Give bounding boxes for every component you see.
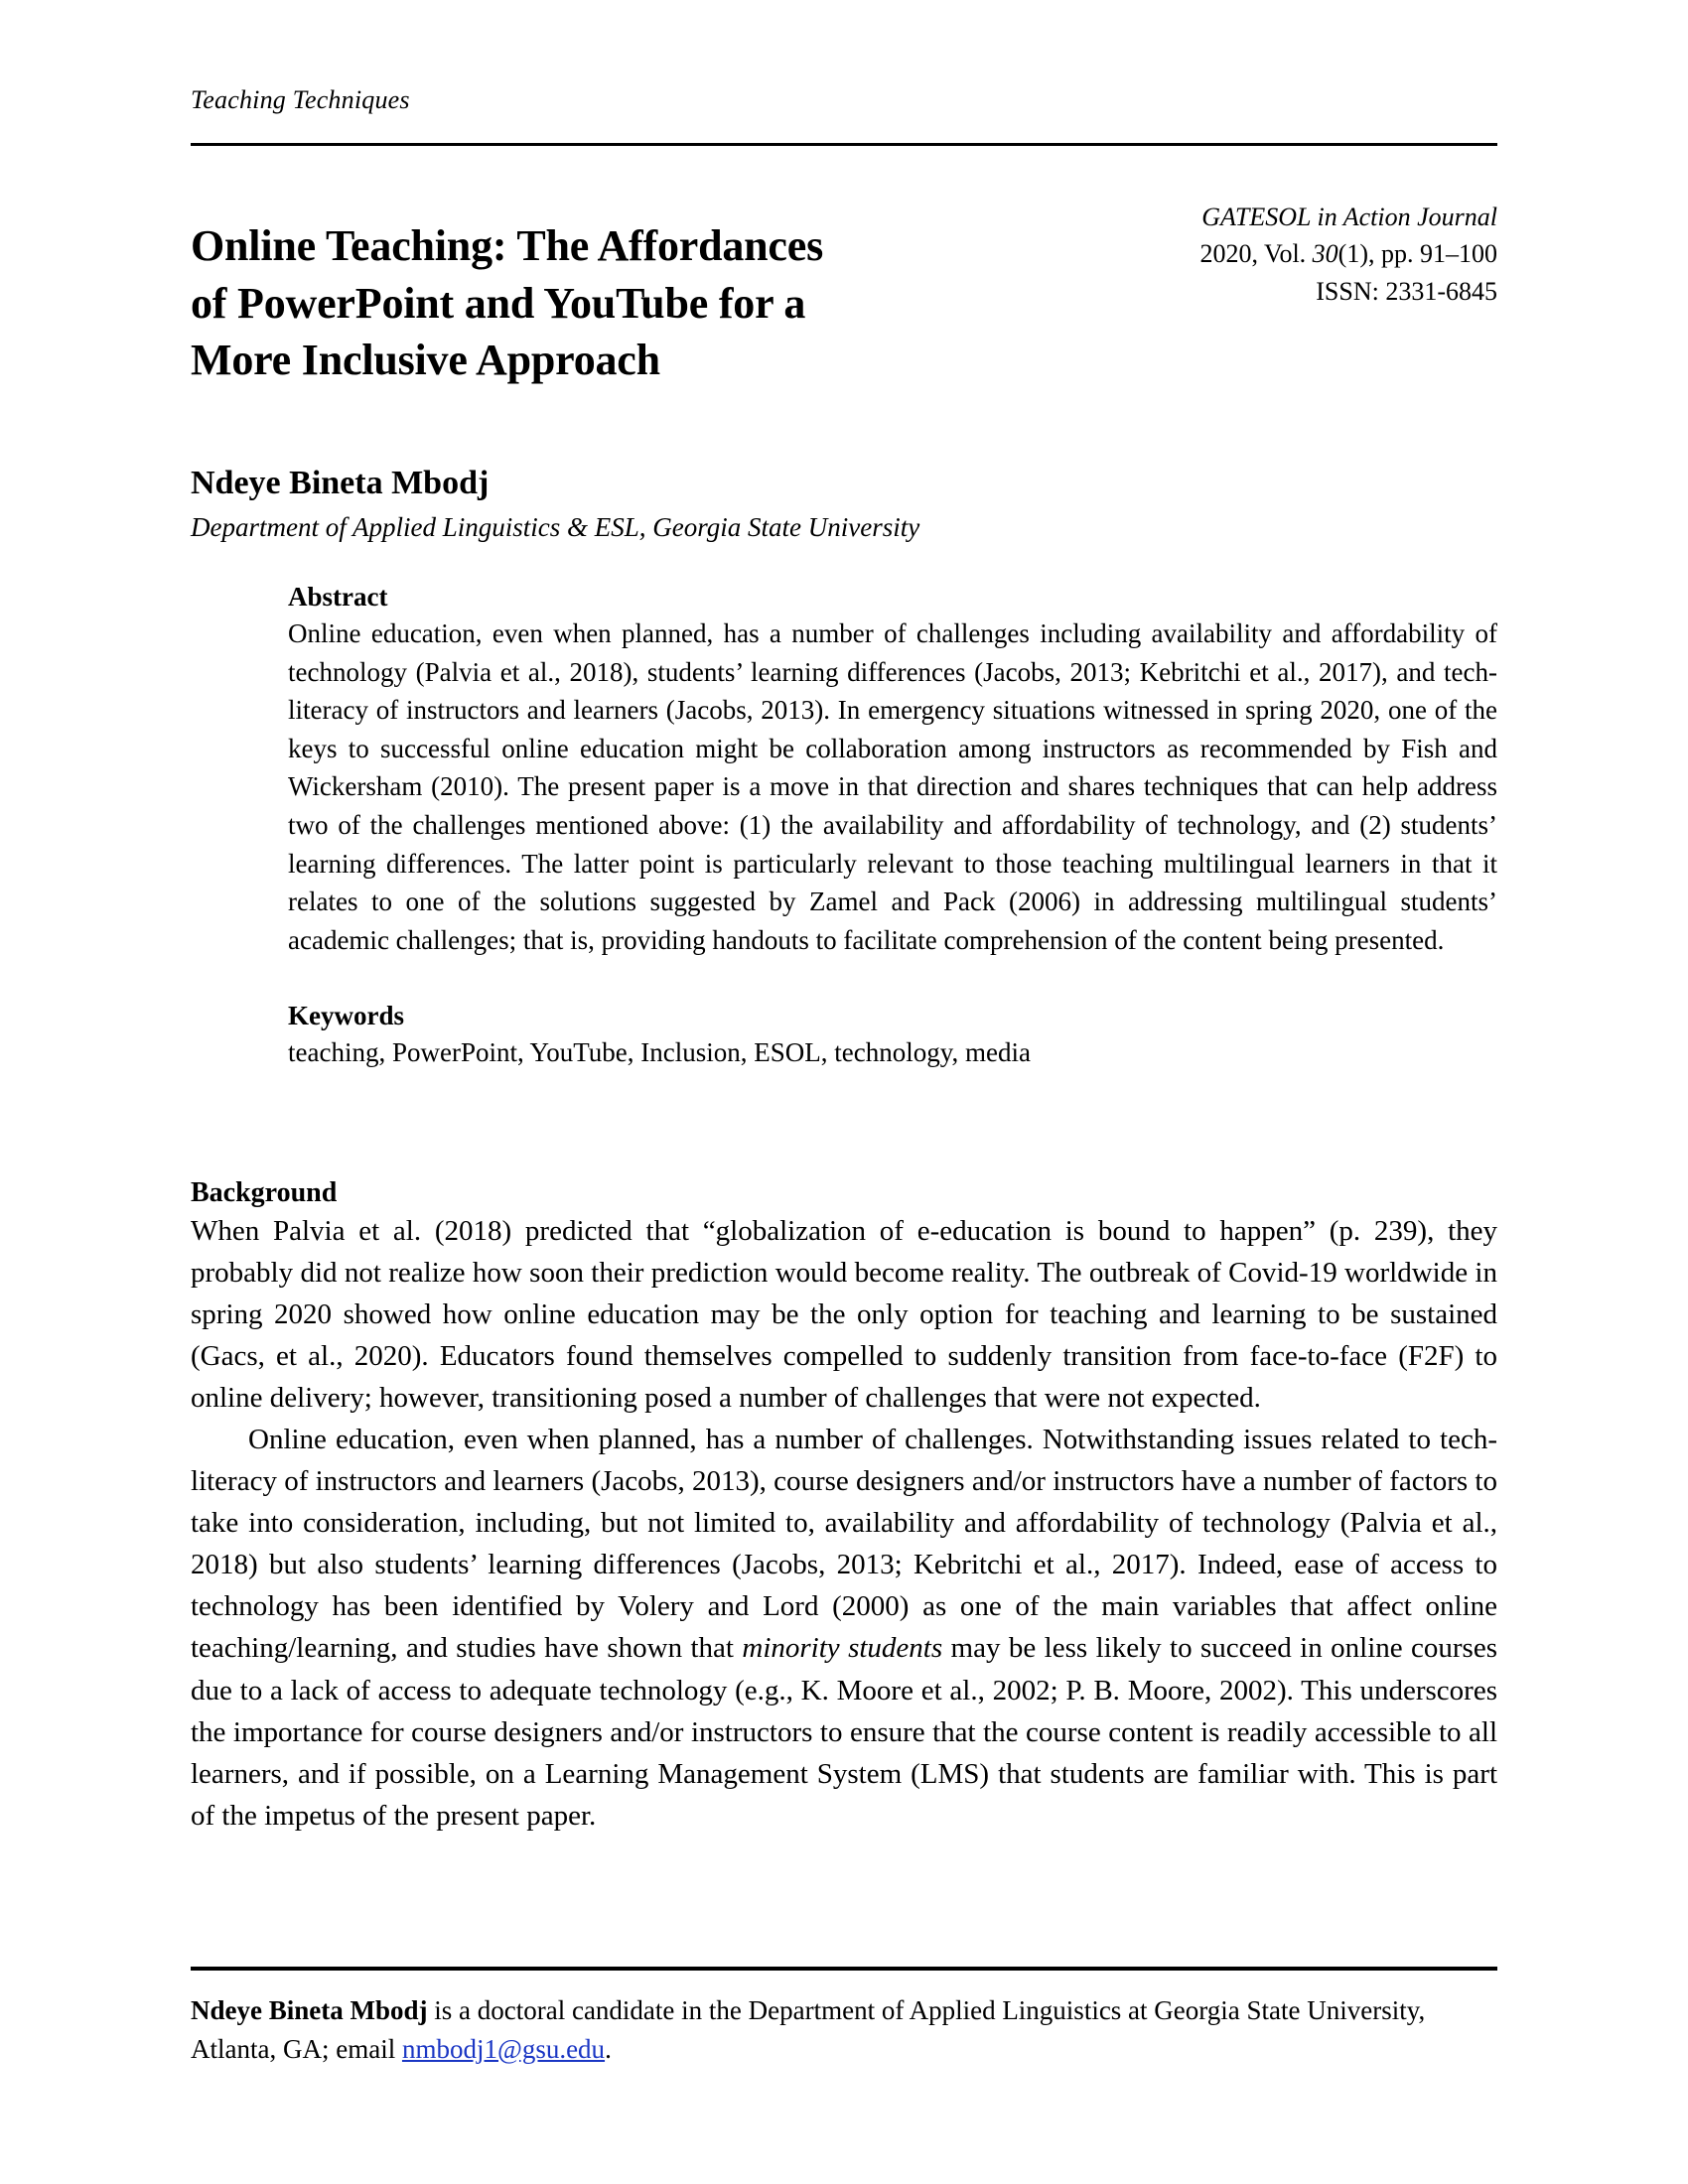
footnote-text-after-email: .	[605, 2033, 612, 2064]
journal-volume-line	[1100, 235, 1497, 272]
background-heading: Background	[191, 1177, 338, 1208]
author-affiliation: Department of Applied Linguistics & ESL, Georgia State University	[191, 512, 920, 542]
author-bio-footnote	[191, 1991, 1497, 2068]
background-paragraph-2-emphasis: minority students	[742, 1632, 943, 1665]
running-head: Teaching Techniques	[191, 85, 410, 114]
background-paragraph-1: When Palvia et al. (2018) predicted that “globalization of e-education is bound to happen” (p. 239), they probably did not realize how soon their prediction would become reality. The outbreak of Covid-19 worldwide in spring 2020 showed how online education may be the only option for teaching and learning to be sustained (Gacs, et al., 2020). Educators found themselves compelled to suddenly transition from face-to-face (F2F) to online delivery; however, transitioning posed a number of challenges that were not expected.	[191, 1215, 1497, 1415]
keywords-section	[288, 1001, 1497, 1072]
page-title-line-1: Online Teaching: The Affordances	[191, 221, 823, 271]
abstract-section	[288, 582, 1497, 1072]
background-paragraph-2	[191, 1419, 1497, 1836]
journal-issn: ISSN: 2331-6845	[1316, 276, 1497, 306]
journal-metadata	[1100, 189, 1497, 310]
journal-volume-number: 30	[1312, 239, 1338, 269]
footnote-text-before-email: is a doctoral candidate in the Department of Applied Linguistics at Georgia State University, Atlanta, GA; email	[191, 1995, 1426, 2064]
abstract-label: Abstract	[288, 582, 388, 612]
background-paragraph-2-part-2: may be less likely to succeed in online courses due to a lack of access to adequate technology (e.g., K. Moore et al., 2002; P. B. Moore, 2002). This underscores the importance for course designers and/or instructors to ensure that the course content is readily accessible to all learners, and if possible, on a Learning Management System (LMS) that students are familiar with. This is part of the impetus of the present paper.	[191, 1632, 1498, 1832]
journal-name: GATESOL in Action Journal	[1201, 203, 1497, 231]
keywords-label: Keywords	[288, 1001, 404, 1031]
journal-volume-prefix: 2020, Vol.	[1199, 239, 1313, 269]
background-section	[191, 1177, 1497, 1837]
title-block	[191, 189, 1497, 418]
keywords-text: teaching, PowerPoint, YouTube, Inclusion, ESOL, technology, media	[288, 1037, 1031, 1068]
page-title	[191, 217, 1015, 388]
footer-rule	[191, 1967, 1497, 1971]
page-title-line-2: of PowerPoint and YouTube for a	[191, 278, 806, 328]
header-rule	[191, 143, 1497, 146]
footnote-email-link[interactable]: nmbodj1@gsu.edu	[401, 2033, 606, 2064]
abstract-text: Online education, even when planned, has a number of challenges including availability and affordability of technology (Palvia et al., 2018), students’ learning differences (Jacobs, 2013; Kebritchi et al., 2017), and tech-literacy of instructors and learners (Jacobs, 2013). In emergency situations witnessed in spring 2020, one of the keys to successful online education might be collaboration among instructors as recommended by Fish and Wickersham (2010). The present paper is a move in that direction and shares techniques that can help address two of the challenges mentioned above: (1) the availability and affordability of technology, and (2) students’ learning differences. The latter point is particularly relevant to those teaching multilingual learners in that it relates to one of the solutions suggested by Zamel and Pack (2006) in addressing multilingual students’ academic challenges; that is, providing handouts to facilitate comprehension of the content being presented.	[288, 618, 1497, 955]
journal-volume-suffix: (1), pp. 91–100	[1337, 239, 1497, 269]
author-name: Ndeye Bineta Mbodj	[191, 465, 490, 501]
page-title-line-3: More Inclusive Approach	[191, 335, 660, 384]
background-paragraph-2-part-1: Online education, even when planned, has a number of challenges. Notwithstanding issues related to tech-literacy of instructors and learners (Jacobs, 2013), course designers and/or instructors have a number of factors to take into consideration, including, but not limited to, availability and affordability of technology (Palvia et al., 2018) but also students’ learning differences (Jacobs, 2013; Kebritchi et al., 2017). Indeed, ease of access to technology has been identified by Volery and Lord (2000) as one of the main variables that affect online teaching/learning, and studies have shown that	[191, 1424, 1497, 1665]
footnote-author-name: Ndeye Bineta Mbodj	[191, 1995, 428, 2025]
